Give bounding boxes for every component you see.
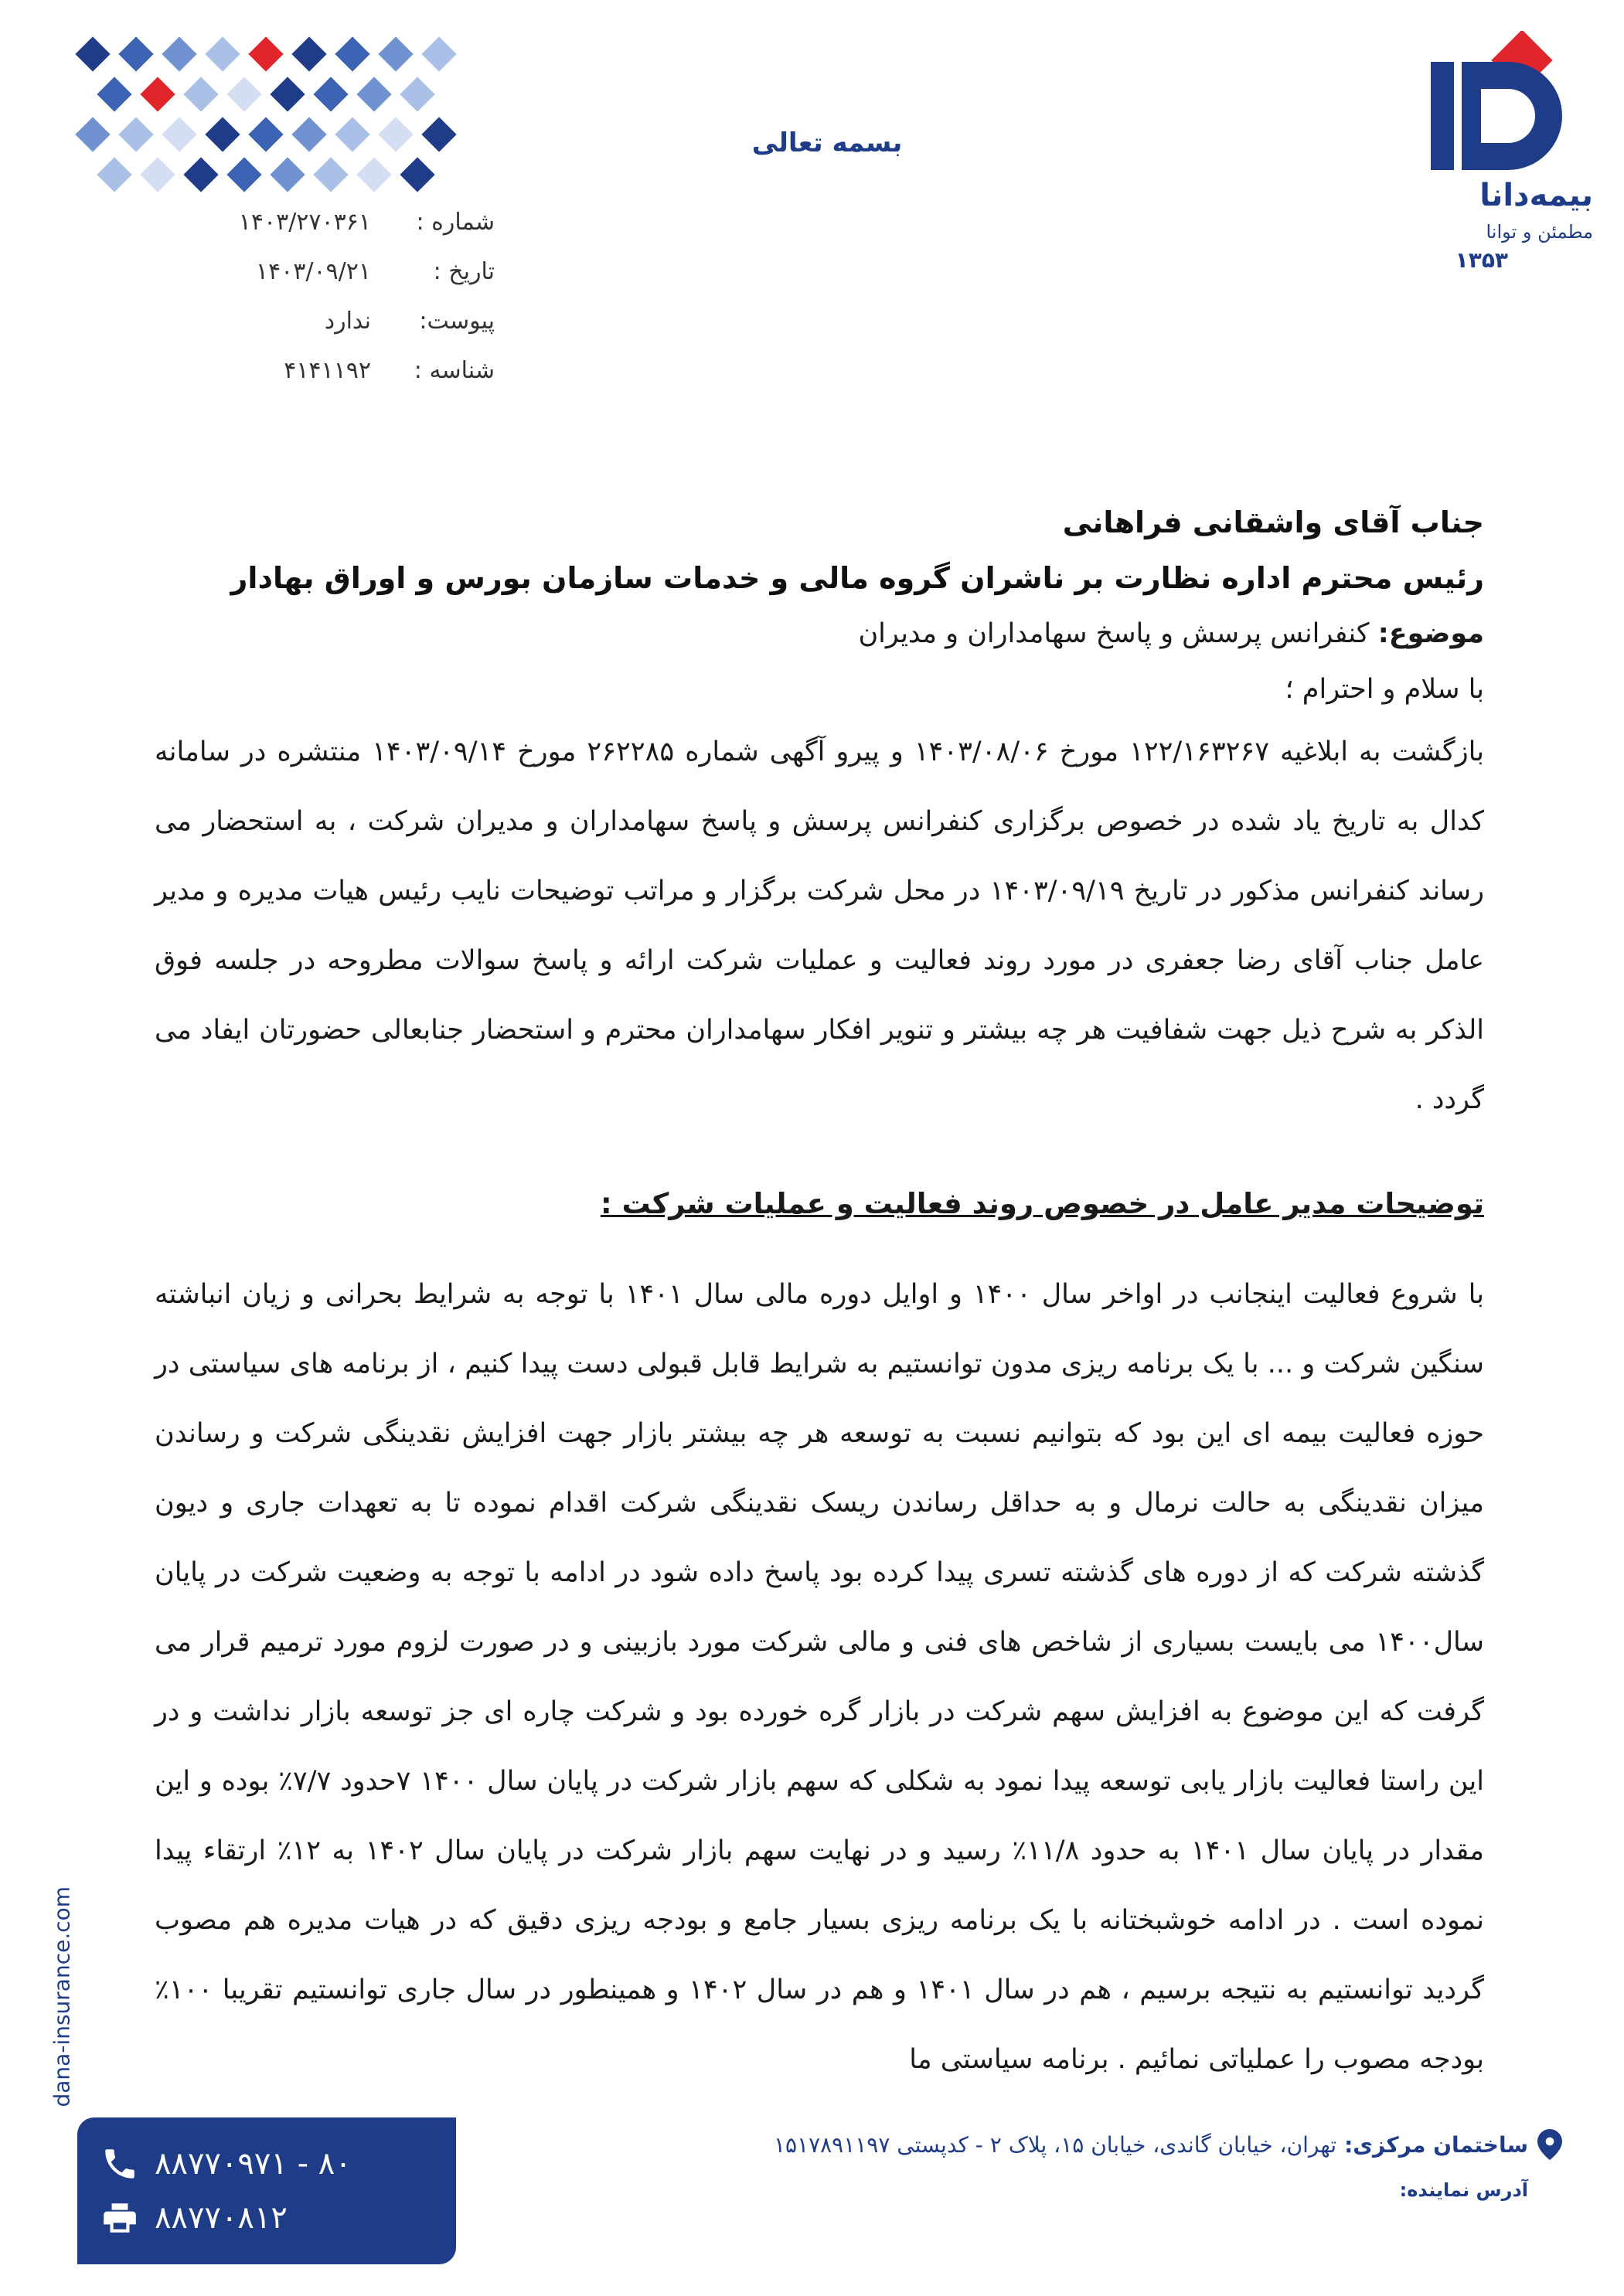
mosaic-tile (97, 157, 131, 192)
phone-number[interactable]: ۸۸۷۷۰۹۷۱ - ۸۰ (155, 2146, 352, 2182)
mosaic-tile (248, 117, 283, 151)
mosaic-tile (400, 77, 434, 111)
meta-label: تاریخ : (433, 257, 495, 285)
meta-value: ۱۴۰۳/۰۹/۲۱ (255, 257, 371, 285)
mosaic-tile (421, 117, 456, 151)
company-logo (1408, 31, 1593, 273)
mosaic-tile (183, 77, 218, 111)
mosaic-tile (378, 117, 413, 151)
hq-address-text: تهران، خیابان گاندی، خیابان ۱۵، پلاک ۲ - کدپستی ۱۵۱۷۸۹۱۱۹۷ (773, 2131, 1337, 2158)
meta-value: ۱۴۰۳/۲۷۰۳۶۱ (238, 208, 371, 236)
mosaic-tile (140, 77, 175, 111)
mosaic-tile (356, 77, 391, 111)
mosaic-tile (205, 117, 240, 151)
contact-box (77, 2117, 456, 2264)
mosaic-tile (313, 157, 348, 192)
mosaic-tile (162, 36, 196, 71)
printer-icon (100, 2199, 139, 2237)
intro-paragraph: بازگشت به ابلاغیه ۱۲۲/۱۶۳۲۶۷ مورخ ۱۴۰۳/۰۸/۰۶ و پیرو آگهی شماره ۲۶۲۲۸۵ مورخ ۱۴۰۳/۰۹/۱۴ منتشره در سامانه کدال به تاریخ یاد شده در خصوص برگزاری کنفرانس پرسش و پاسخ سهامداران و مدیران شرکت ، به استحضار می رساند کنفرانس مذکور در تاریخ ۱۴۰۳/۰۹/۱۹ در محل شرکت برگزار و مراتب توضیحات نایب رئیس هیات مدیره و مدیر عامل جناب آقای رضا جعفری در مورد روند فعالیت و عملیات شرکت ارائه و پاسخ سوالات مطروحه در جلسه فوق الذکر به شرح ذیل جهت شفافیت هر چه بیشتر و تنویر افکار سهامداران محترم و استحضار جنابعالی حضورتان ایفاد می گردد . (155, 736, 1485, 1115)
section-paragraph: با شروع فعالیت اینجانب در اواخر سال ۱۴۰۰ و اوایل دوره مالی سال ۱۴۰۱ با توجه به شرایط بحرانی و زیان انباشته سنگین شرکت و ... با یک برنامه ریزی مدون توانستیم به شرایط قابل قبولی دست پیدا کنیم ، از برنامه های سیاستی در حوزه فعالیت بیمه ای این بود که بتوانیم نسبت به توسعه هر چه بیشتر بازار جهت افزایش نقدینگی شرکت و رساندن میزان نقدینگی به حالت نرمال و به حداقل رساندن ریسک نقدینگی شرکت اقدام نموده تا به تعهدات جاری و دیون گذشته شرکت که از دوره های گذشته تسری پیدا کرده بود پاسخ داده شود در ادامه با توجه به وضعیت شرکت در پایان سال۱۴۰۰ می بایست بسیاری از شاخص های فنی و مالی شرکت مورد بازبینی و در صورت لزوم مورد ترمیم قرار می گرفت که این موضوع به افزایش سهم شرکت در بازار گره خورده بود و شرکت چاره ای جز توسعه بازار نداشت و در این راستا فعالیت بازار یابی توسعه پیدا نمود به شکلی که سهم بازار شرکت در پایان سال ۱۴۰۰ ۷حدود ۷/۷٪ بوده و این مقدار در پایان سال ۱۴۰۱ به حدود ۱۱/۸٪ رسید و در نهایت سهم بازار شرکت در پایان سال ۱۴۰۲ به ۱۲٪ ارتقاء پیدا نموده است . در ادامه خوشبختانه با یک برنامه ریزی بسیار جامع و بودجه ریزی دقیق که در هیات مدیره هم مصوب گردید توانستیم به نتیجه برسیم ، هم در سال ۱۴۰۱ و هم در سال ۱۴۰۲ و همینطور در سال جاری توانستیم تقریبا ۱۰۰٪ بودجه مصوب را عملیاتی نمائیم . برنامه سیاستی ما (155, 1279, 1484, 2075)
meta-row-date (170, 247, 495, 296)
letter-invocation: بسمه تعالی (751, 128, 903, 158)
subject-label: موضوع: (1377, 618, 1484, 649)
meta-value: ۴۱۴۱۱۹۲ (284, 356, 371, 384)
mosaic-tile (356, 157, 391, 192)
mosaic-tile (378, 36, 413, 71)
mosaic-tile (75, 117, 110, 151)
recipient-title: رئیس محترم اداره نظارت بر ناشران گروه مالی و خدمات سازمان بورس و اوراق بهادار (230, 561, 1484, 595)
mosaic-tile (140, 157, 175, 192)
mosaic-tile (270, 77, 305, 111)
logo-year: ۱۳۵۳ (1455, 247, 1508, 273)
website-link[interactable]: dana-insurance.com (49, 1886, 75, 2107)
mosaic-tile (183, 157, 218, 192)
mosaic-tile (75, 36, 110, 71)
mosaic-tile (421, 36, 456, 71)
header-mosaic-graphic (62, 23, 464, 209)
fax-line (100, 2195, 288, 2241)
fax-number[interactable]: ۸۸۷۷۰۸۱۲ (155, 2200, 288, 2236)
hq-address-label: ساختمان مرکزی: (1344, 2131, 1528, 2158)
mosaic-tile (335, 117, 369, 151)
recipient-name: جناب آقای واشقانی فراهانی (1062, 505, 1484, 539)
meta-label: شماره : (416, 208, 495, 236)
mosaic-tile (226, 77, 261, 111)
letter-greeting: با سلام و احترام ؛ (1285, 674, 1484, 705)
logo-name: بیمه‌دانا (1479, 178, 1593, 213)
logo-tagline: مطمئن و توانا (1486, 221, 1593, 243)
mosaic-tile (270, 157, 305, 192)
phone-line (100, 2141, 352, 2187)
meta-row-number (170, 197, 495, 247)
hq-address-row (596, 2125, 1562, 2164)
rep-address-label: آدرس نماینده: (1399, 2179, 1528, 2201)
meta-row-id (170, 345, 495, 395)
letter-subject (155, 606, 1484, 662)
mosaic-tile (118, 36, 153, 71)
mosaic-tile (291, 36, 326, 71)
mosaic-tile (400, 157, 434, 192)
mosaic-tile (313, 77, 348, 111)
meta-row-attachment (170, 296, 495, 345)
mosaic-tile (205, 36, 240, 71)
meta-label: شناسه : (414, 356, 495, 384)
letter-body (155, 495, 1484, 2094)
subject-text: کنفرانس پرسش و پاسخ سهامداران و مدیران (858, 618, 1370, 649)
location-pin-icon (1537, 2129, 1562, 2160)
mosaic-tile (162, 117, 196, 151)
logo-mark-icon (1408, 31, 1593, 178)
meta-label: پیوست: (419, 307, 495, 335)
phone-icon (100, 2145, 139, 2183)
letter-meta (170, 197, 495, 395)
footer-address (596, 2125, 1562, 2201)
mosaic-tile (226, 157, 261, 192)
section-heading: توضیحات مدیر عامل در خصوص روند فعالیت و عملیات شرکت : (600, 1187, 1484, 1220)
mosaic-tile (97, 77, 131, 111)
mosaic-tile (291, 117, 326, 151)
mosaic-tile (118, 117, 153, 151)
meta-value: ندارد (324, 307, 371, 335)
mosaic-tile (335, 36, 369, 71)
website-vertical (46, 1886, 77, 2110)
mosaic-tile (248, 36, 283, 71)
